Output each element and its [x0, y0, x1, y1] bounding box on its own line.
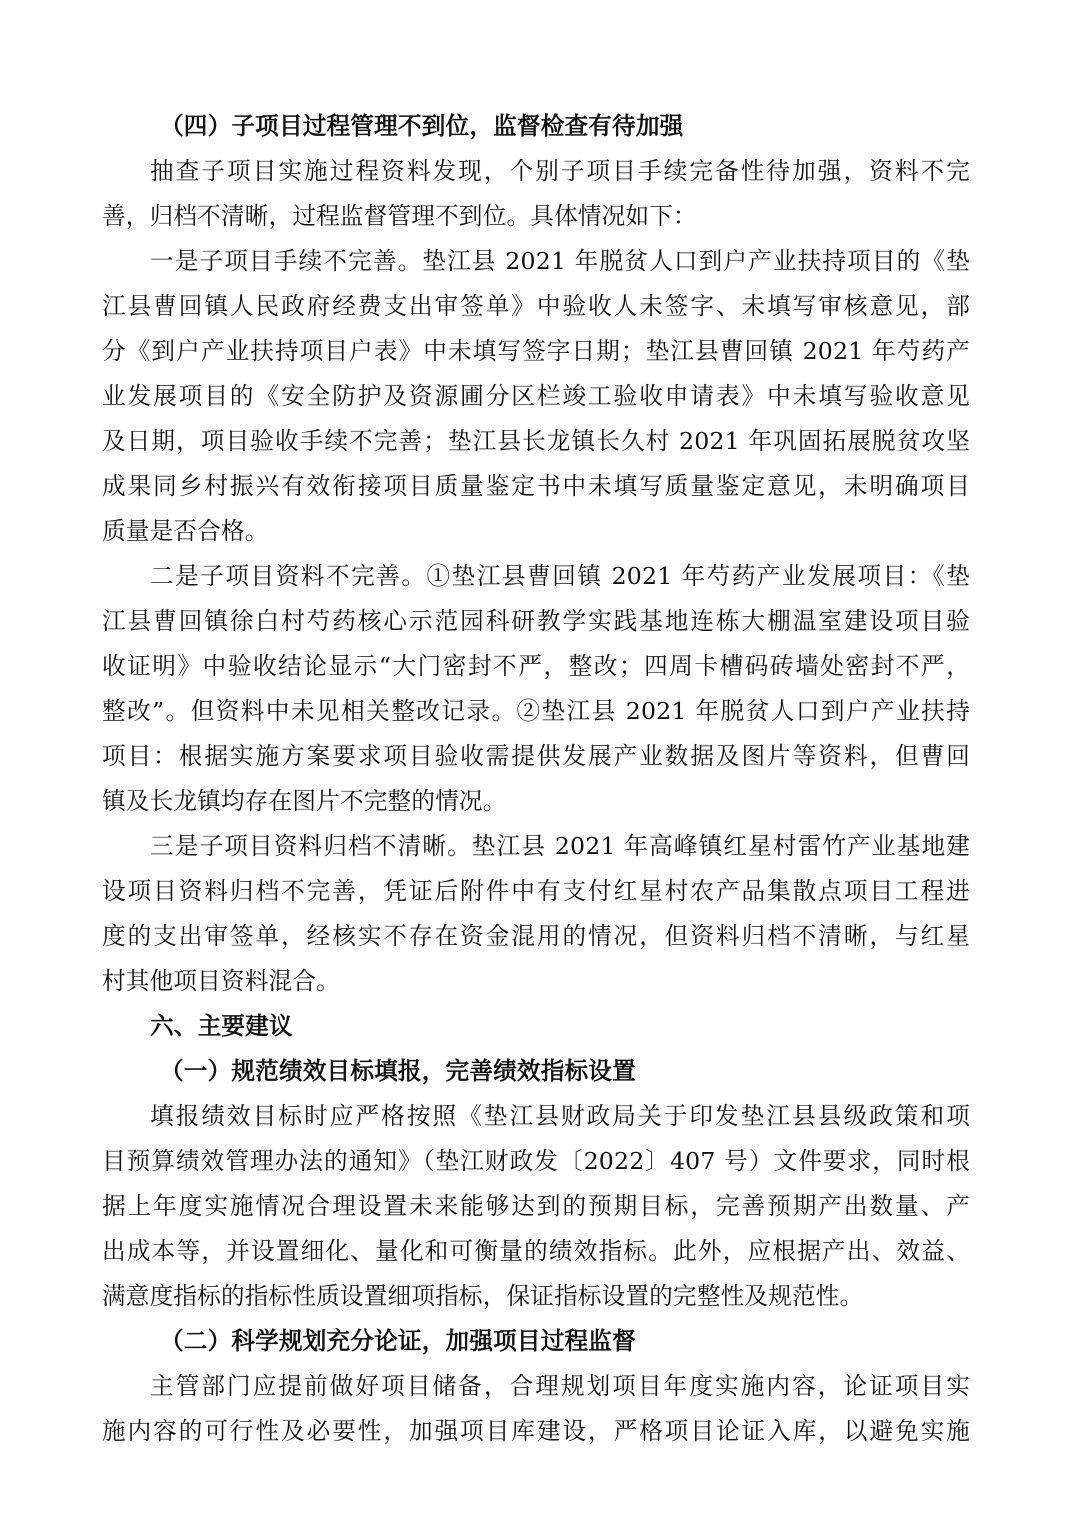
paragraph-line: 项目：根据实施方案要求项目验收需提供发展产业数据及图片等资料，但曹回 — [102, 742, 970, 770]
paragraph-line: 施内容的可行性及必要性，加强项目库建设，严格项目论证入库，以避免实施 — [102, 1417, 970, 1445]
paragraph-line: 一是子项目手续不完善。垫江县 2021 年脱贫人口到户产业扶持项目的《垫 — [150, 247, 970, 275]
paragraph-line: 设项目资料归档不完善，凭证后附件中有支付红星村农产品集散点项目工程进 — [102, 877, 970, 905]
subsection-heading-4: （四）子项目过程管理不到位，监督检查有待加强 — [160, 112, 684, 140]
paragraph-line: 镇及长龙镇均存在图片不完整的情况。 — [102, 787, 507, 815]
paragraph-line: 抽查子项目实施过程资料发现，个别子项目手续完备性待加强，资料不完 — [150, 157, 970, 185]
subsection-heading-2: （二）科学规划充分论证，加强项目过程监督 — [160, 1327, 636, 1355]
paragraph-line: 及日期，项目验收手续不完善；垫江县长龙镇长久村 2021 年巩固拓展脱贫攻坚 — [102, 427, 970, 455]
paragraph-line: 江县曹回镇徐白村芍药核心示范园科研教学实践基地连栋大棚温室建设项目验 — [102, 607, 970, 635]
paragraph-line: 收证明》中验收结论显示“大门密封不严，整改；四周卡槽码砖墙处密封不严， — [102, 652, 970, 680]
paragraph-line: 质量是否合格。 — [102, 517, 269, 545]
paragraph-line: 村其他项目资料混合。 — [102, 967, 340, 995]
paragraph-line: 主管部门应提前做好项目储备，合理规划项目年度实施内容，论证项目实 — [150, 1372, 970, 1400]
paragraph-line: 度的支出审签单，经核实不存在资金混用的情况，但资料归档不清晰，与红星 — [102, 922, 970, 950]
paragraph-line: 填报绩效目标时应严格按照《垫江县财政局关于印发垫江县县级政策和项 — [150, 1102, 970, 1130]
paragraph-line: 江县曹回镇人民政府经费支出审签单》中验收人未签字、未填写审核意见，部 — [102, 292, 970, 320]
paragraph-line: 成果同乡村振兴有效衔接项目质量鉴定书中未填写质量鉴定意见，未明确项目 — [102, 472, 970, 500]
paragraph-line: 目预算绩效管理办法的通知》（垫江财政发〔2022〕407 号）文件要求，同时根 — [102, 1147, 970, 1175]
paragraph-line: 据上年度实施情况合理设置未来能够达到的预期目标，完善预期产出数量、产 — [102, 1192, 970, 1220]
paragraph-line: 满意度指标的指标性质设置细项指标，保证指标设置的完整性及规范性。 — [102, 1282, 864, 1310]
section-heading-6: 六、主要建议 — [150, 1012, 293, 1040]
paragraph-line: 善，归档不清晰，过程监督管理不到位。具体情况如下： — [102, 202, 697, 230]
paragraph-line: 整改”。但资料中未见相关整改记录。②垫江县 2021 年脱贫人口到户产业扶持 — [102, 697, 970, 725]
document-page — [102, 104, 970, 1454]
paragraph-line: 二是子项目资料不完善。①垫江县曹回镇 2021 年芍药产业发展项目：《垫 — [150, 562, 970, 590]
paragraph-line: 业发展项目的《安全防护及资源圃分区栏竣工验收申请表》中未填写验收意见 — [102, 382, 970, 410]
paragraph-line: 出成本等，并设置细化、量化和可衡量的绩效指标。此外，应根据产出、效益、 — [102, 1237, 970, 1265]
paragraph-line: 分《到户产业扶持项目户表》中未填写签字日期；垫江县曹回镇 2021 年芍药产 — [102, 337, 970, 365]
paragraph-line: 三是子项目资料归档不清晰。垫江县 2021 年高峰镇红星村雷竹产业基地建 — [150, 832, 970, 860]
subsection-heading-1: （一）规范绩效目标填报，完善绩效指标设置 — [160, 1057, 636, 1085]
